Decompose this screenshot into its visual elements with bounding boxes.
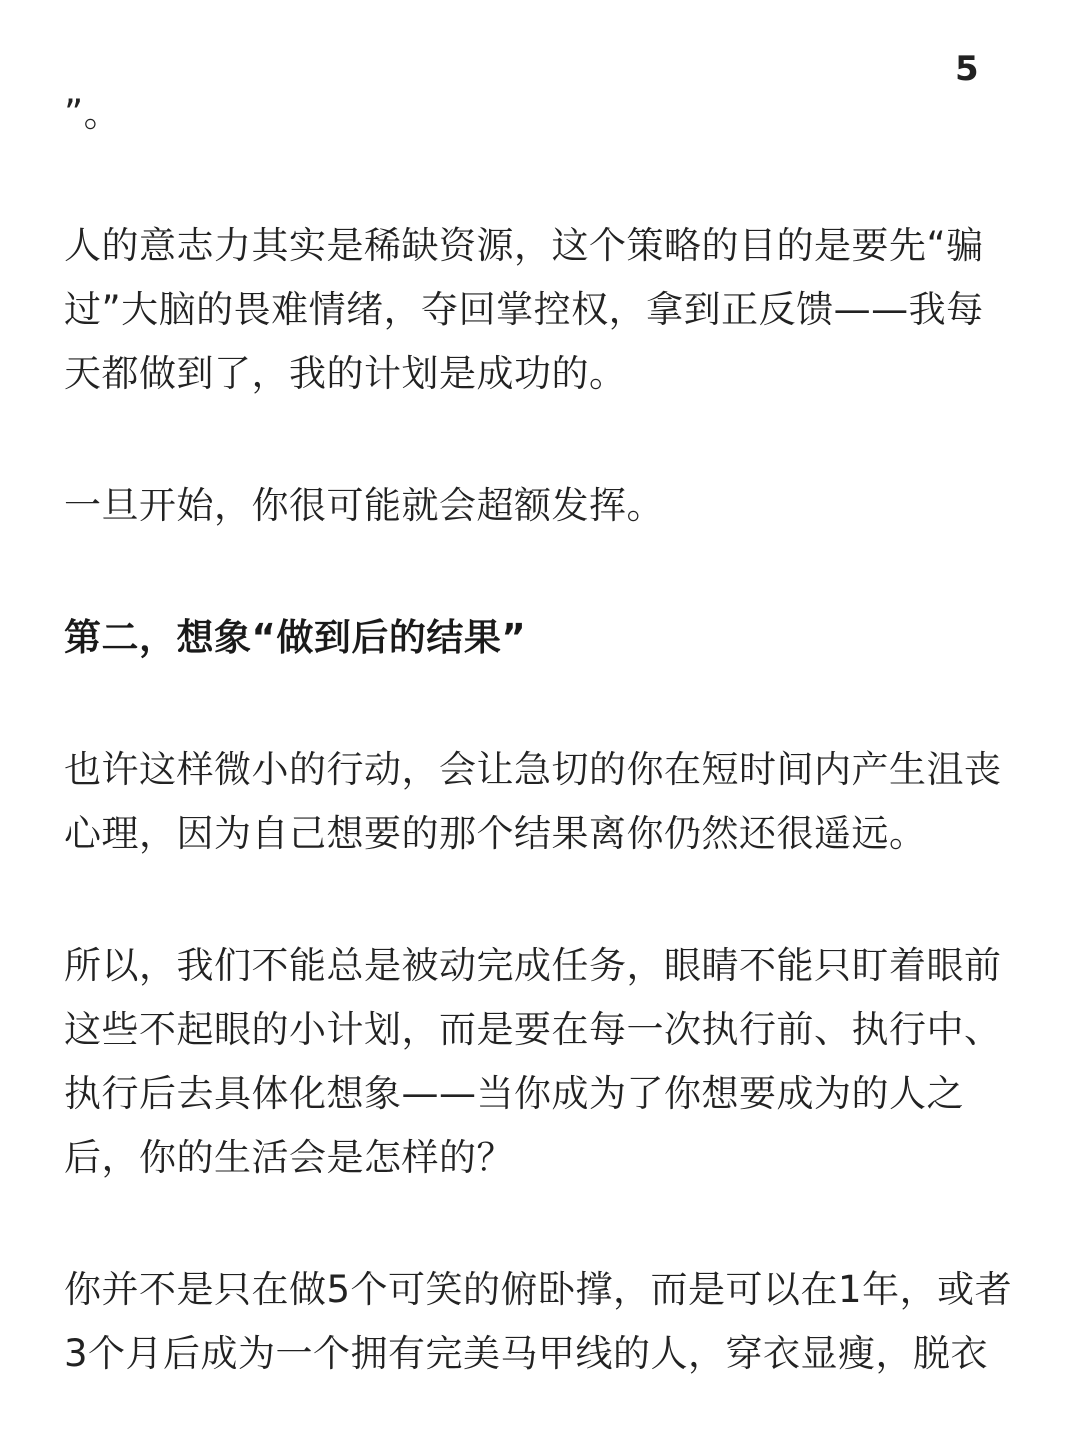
section-heading: 第二，想象“做到后的结果” [64, 616, 527, 659]
paragraph-pushups: 你并不是只在做5个可笑的俯卧撑，而是可以在1年，或者 3个月后成为一个拥有完美马甲线的人，穿衣显瘦，脱衣 [64, 1268, 1013, 1375]
paragraph-start: 一旦开始，你很可能就会超额发挥。 [64, 484, 664, 527]
paragraph-willpower: 人的意志力其实是稀缺资源，这个策略的目的是要先“骗 过”大脑的畏难情绪，夺回掌控权，拿到正反馈——我每 天都做到了，我的计划是成功的。 [64, 224, 984, 395]
paragraph-frustration: 也许这样微小的行动，会让急切的你在短时间内产生沮丧 心理，因为自己想要的那个结果离你仍然还很遥远。 [64, 748, 1002, 855]
paragraph-visualize: 所以，我们不能总是被动完成任务，眼睛不能只盯着眼前 这些不起眼的小计划，而是要在每一次执行前、执行中、 执行后去具体化想象——当你成为了你想要成为的人之 后，你的生活会是怎样的？ [64, 944, 1002, 1179]
paragraph-quote-end: ”。 [64, 92, 122, 135]
page-number: 5 [955, 49, 979, 89]
article-body [64, 82, 1024, 1454]
